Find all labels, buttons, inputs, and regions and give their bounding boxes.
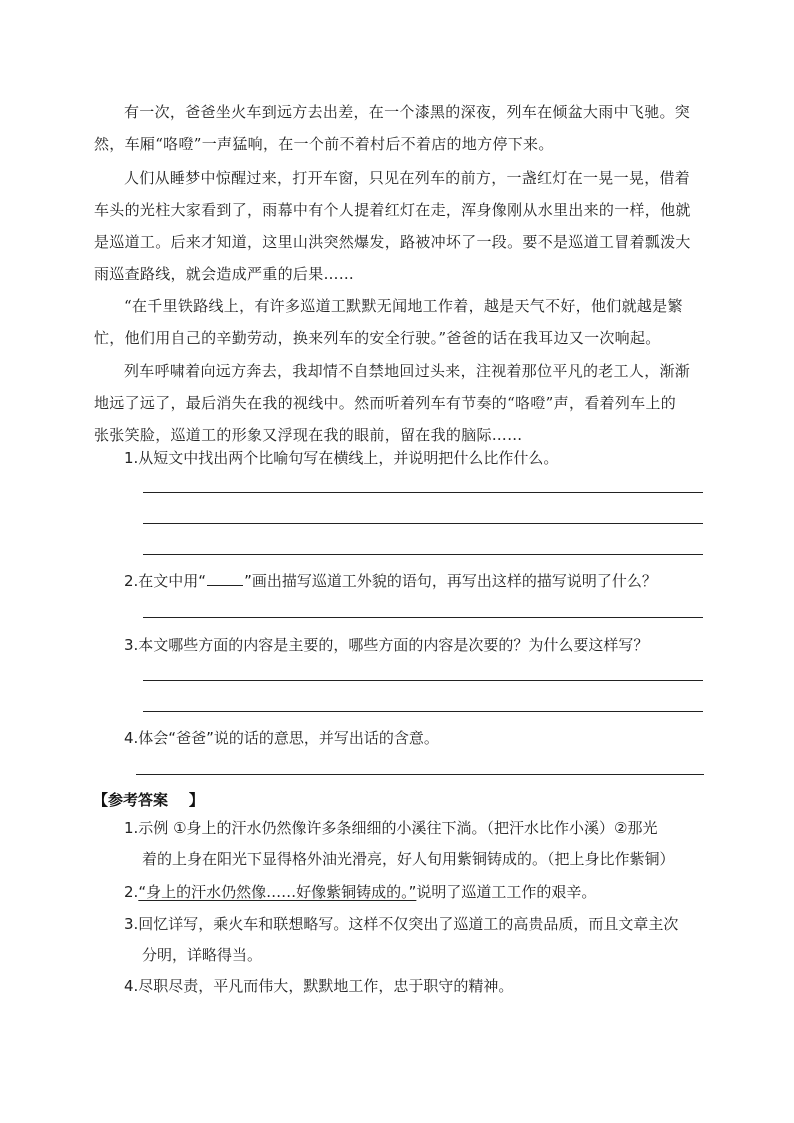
passage-line: 然，车厢“咯噔”一声猛响，在一个前不着村后不着店的地方停下来。 bbox=[94, 135, 554, 153]
passage-line: 是巡道工。后来才知道，这里山洪突然爆发，路被冲坏了一段。要不是巡道工冒着瓢泼大 bbox=[94, 233, 691, 251]
answer-2-quote: “身上的汗水仍然像……好像紫铜铸成的。” bbox=[138, 883, 417, 901]
answer-line[interactable] bbox=[143, 617, 703, 618]
answer-3-line-2: 分明，详略得当。 bbox=[142, 946, 263, 964]
answer-2-rest: 说明了巡道工工作的艰辛。 bbox=[416, 883, 597, 901]
passage-line: 人们从睡梦中惊醒过来，打开车窗，只见在列车的前方，一盏红灯在一晃一晃，借着 bbox=[124, 169, 691, 187]
answer-line[interactable] bbox=[143, 523, 703, 524]
answer-3-line-1: 3.回忆详写，乘火车和联想略写。这样不仅突出了巡道工的高贵品质，而且文章主次 bbox=[124, 915, 679, 933]
answer-line[interactable] bbox=[143, 680, 703, 681]
answer-1-line-1: 1.示例 ①身上的汗水仍然像许多条细细的小溪往下淌。（把汗水比作小溪）②那光 bbox=[124, 819, 658, 837]
question-1: 1.从短文中找出两个比喻句写在横线上，并说明把什么比作什么。 bbox=[124, 449, 559, 467]
answer-key-title: 【参考答案 】 bbox=[93, 791, 204, 809]
question-2-prefix: 2.在文中用“ bbox=[124, 572, 207, 590]
passage-line: 列车呼啸着向远方奔去，我却情不自禁地回过头来，注视着那位平凡的老工人，渐渐 bbox=[124, 362, 691, 380]
passage-line: 雨巡查路线，就会造成严重的后果…… bbox=[94, 265, 355, 283]
answer-line[interactable] bbox=[143, 711, 703, 712]
answer-1-line-2: 着的上身在阳光下显得格外油光滑亮，好人旬用紫铜铸成的。（把上身比作紫铜） bbox=[142, 850, 675, 868]
passage-line: “在千里铁路线上，有许多巡道工默默无闻地工作着，越是天气不好，他们就越是繁 bbox=[124, 297, 683, 315]
question-2-suffix: ”画出描写巡道工外貌的语句，再写出这样的描写说明了什么？ bbox=[244, 572, 657, 590]
passage-line: 车头的光柱大家看到了，雨幕中有个人提着红灯在走，浑身像刚从水里出来的一样，他就 bbox=[94, 201, 691, 219]
passage-line: 地远了远了，最后消失在我的视线中。然而听着列车有节奏的“咯噔”声，看着列车上的 bbox=[94, 394, 677, 412]
question-3: 3.本文哪些方面的内容是主要的，哪些方面的内容是次要的？为什么要这样写？ bbox=[124, 636, 649, 654]
question-4: 4.体会“爸爸”说的话的意思，并写出话的含意。 bbox=[124, 729, 439, 747]
answer-4: 4.尽职尽责，平凡而伟大，默默地工作，忠于职守的精神。 bbox=[124, 977, 514, 995]
answer-line[interactable] bbox=[143, 554, 703, 555]
passage-line: 张张笑脸，巡道工的形象又浮现在我的眼前，留在我的脑际…… bbox=[94, 426, 523, 444]
answer-line[interactable] bbox=[143, 492, 703, 493]
answer-2-number: 2. bbox=[124, 883, 139, 901]
answer-line[interactable] bbox=[136, 774, 704, 775]
passage-line: 有一次，爸爸坐火车到远方去出差，在一个漆黑的深夜，列车在倾盆大雨中飞驰。突 bbox=[124, 103, 691, 121]
question-2 bbox=[124, 570, 657, 591]
passage-line: 忙，他们用自己的辛勤劳动，换来列车的安全行驶。”爸爸的话在我耳边又一次响起。 bbox=[94, 329, 661, 347]
inline-blank bbox=[207, 571, 243, 586]
answer-2 bbox=[124, 877, 596, 908]
